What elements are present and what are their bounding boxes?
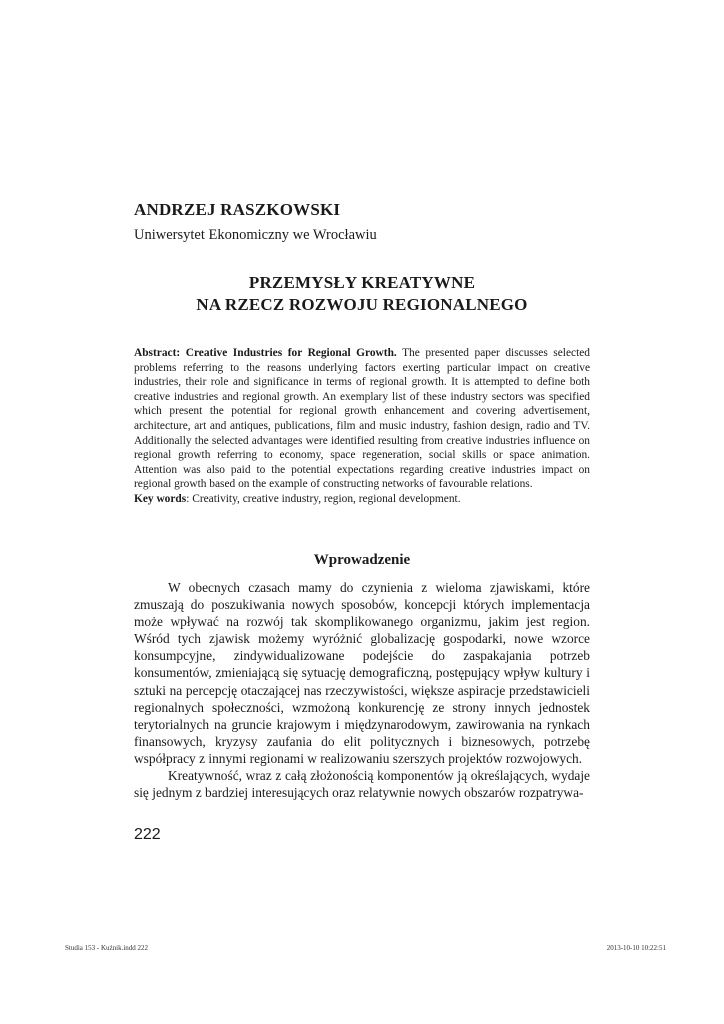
print-slug-timestamp: 2013-10-10 10:22:51 — [606, 944, 666, 952]
author-affiliation: Uniwersytet Ekonomiczny we Wrocławiu — [134, 227, 377, 243]
paper-title-line-1: PRZEMYSŁY KREATYWNE — [248, 273, 476, 292]
paper-title-line-2: NA RZECZ ROZWOJU REGIONALNEGO — [196, 295, 528, 314]
body-paragraph-1: W obecnych czasach mamy do czynienia z wieloma zjawiskami, które zmuszają do poszukiwania nowych sposobów, koncepcji których implementacja może wpływać na rozwój tak skomplikowanego organizmu, jakim jest region. Wśród tych zjawisk możemy wyróżnić globalizację gospodarki, nowe wzorce konsumpcyjne, zindywidualizowane podejście do zaspakajania potrzeb konsumentów, zmieniającą się sytuację demograficzną, postępujący wpływ kultury i sztuki na percepcję otaczającej nas rzeczywistości, większe aspiracje przedstawicieli regionalnych społeczności, wzmożoną konkurencję ze strony innych jednostek terytorialnych na gruncie krajowym i międzynarodowym, zawirowania na rynkach finansowych, kryzysy zaufania do elit politycznych i biznesowych, potrzebę współpracy z innymi regionami w realizowaniu szerszych projektów rozwojowych. — [134, 580, 590, 766]
section-heading: Wprowadzenie — [313, 552, 411, 568]
body-paragraph-2: Kreatywność, wraz z całą złożonością komponentów ją określających, wydaje się jednym z bardziej interesujących oraz relatywnie nowych obszarów rozpatrywa- — [134, 768, 590, 801]
keywords-line — [134, 492, 590, 507]
keywords-label: Key words — [134, 492, 187, 505]
abstract-block — [134, 346, 590, 507]
page-number: 222 — [134, 826, 161, 843]
abstract-label: Abstract: Creative Industries for Regional Growth. — [134, 347, 397, 359]
body-text — [134, 579, 590, 801]
abstract-paragraph — [134, 346, 590, 492]
author-name: ANDRZEJ RASZKOWSKI — [134, 200, 341, 219]
abstract-text: The presented paper discusses selected problems referring to the reasons underlying factors exerting particular impact on creative industries, their role and significance in terms of regional growth. It is attempted to define both creative industries and regional growth. An exemplary list of these industry sectors was specified which present the potential for regional growth enhancement and covering advertisement, architecture, art and antiques, publications, film and music industry, fashion design, radio and TV. Additionally the selected advantages were identified resulting from creative industries influence on regional growth referring to economy, space regeneration, social skills or space animation. Attention was also paid to the potential expectations regarding creative industries impact on regional growth based on the example of constructing networks of favourable relations. — [134, 347, 590, 491]
print-slug-filename: Studia 153 - Kuźnik.indd 222 — [65, 944, 149, 952]
keywords-text: : Creativity, creative industry, region, regional development. — [186, 492, 461, 505]
